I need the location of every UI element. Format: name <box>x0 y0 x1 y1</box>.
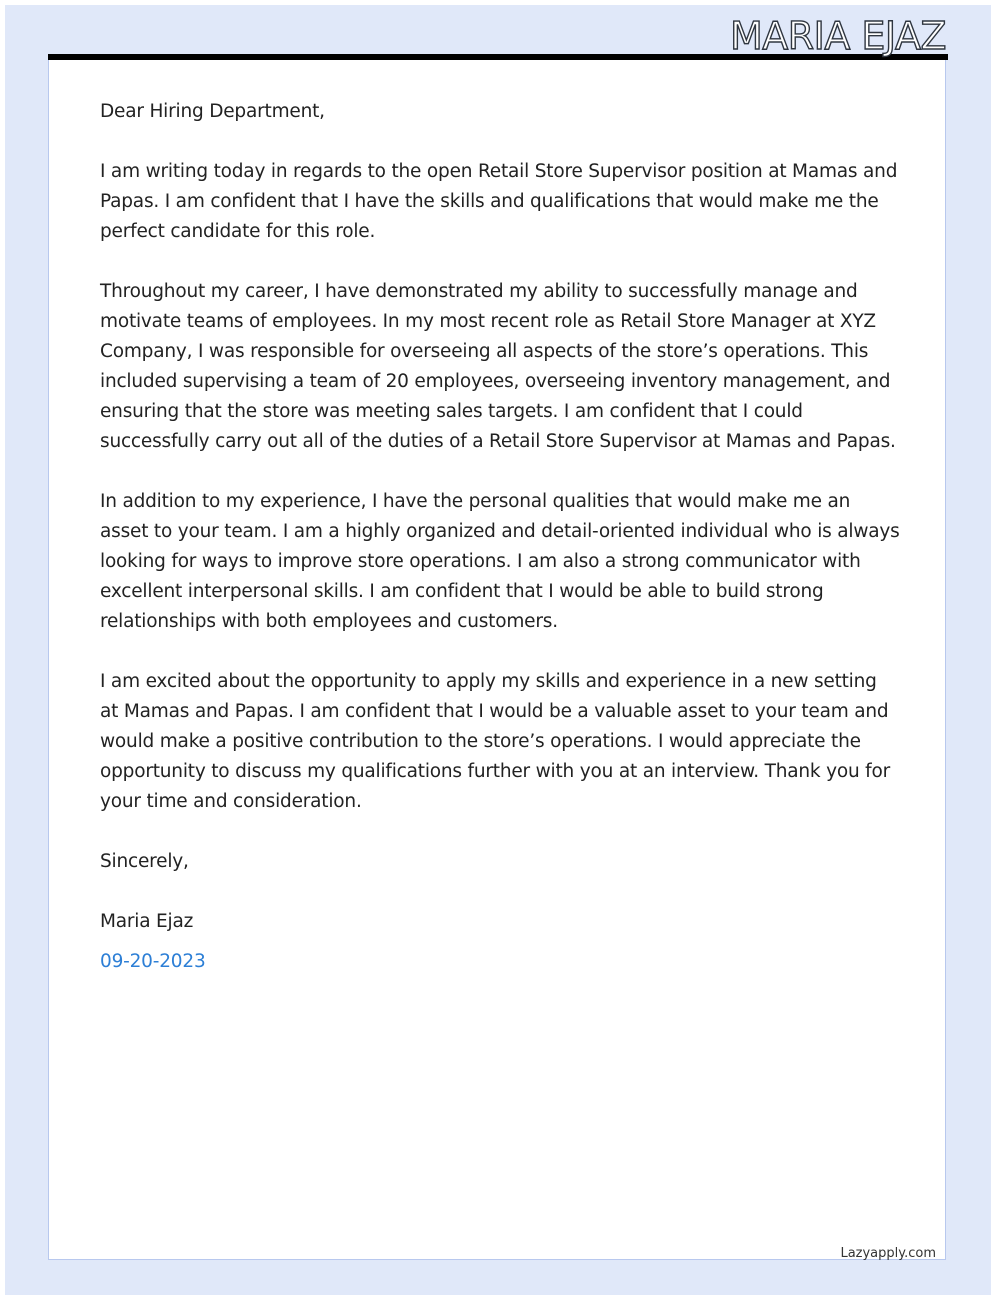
salutation: Dear Hiring Department, <box>100 101 325 122</box>
footer-brand-link[interactable]: Lazyapply.com <box>840 1246 936 1261</box>
paragraph-qualities: In addition to my experience, I have the personal qualities that would make me an asset to your team. I am a highly organized and detail-oriented individual who is always looking for ways to improve store operations. I am also a strong communicator with excellent interpersonal skills. I am confident that I would be able to build strong relationships with both employees and customers. <box>100 491 900 632</box>
signature-name: Maria Ejaz <box>100 911 194 932</box>
letter-date: 09-20-2023 <box>100 951 206 972</box>
closing: Sincerely, <box>100 851 189 872</box>
applicant-name-heading: MARIA EJAZ <box>729 14 946 58</box>
cover-letter-body <box>100 97 900 977</box>
paragraph-intro: I am writing today in regards to the open Retail Store Supervisor position at Mamas and Papas. I am confident that I have the skills and qualifications that would make me the perfect candidate for this role. <box>100 161 898 242</box>
paragraph-experience: Throughout my career, I have demonstrated my ability to successfully manage and motivate teams of employees. In my most recent role as Retail Store Manager at XYZ Company, I was responsible for overseeing all aspects of the store’s operations. This included supervising a team of 20 employees, overseeing inventory management, and ensuring that the store was meeting sales targets. I am confident that I could successfully carry out all of the duties of a Retail Store Supervisor at Mamas and Papas. <box>100 281 896 452</box>
paragraph-conclusion: I am excited about the opportunity to apply my skills and experience in a new setting at Mamas and Papas. I am confident that I would be a valuable asset to your team and would make a positive contribution to the store’s operations. I would appreciate the opportunity to discuss my qualifications further with you at an interview. Thank you for your time and consideration. <box>100 671 891 812</box>
